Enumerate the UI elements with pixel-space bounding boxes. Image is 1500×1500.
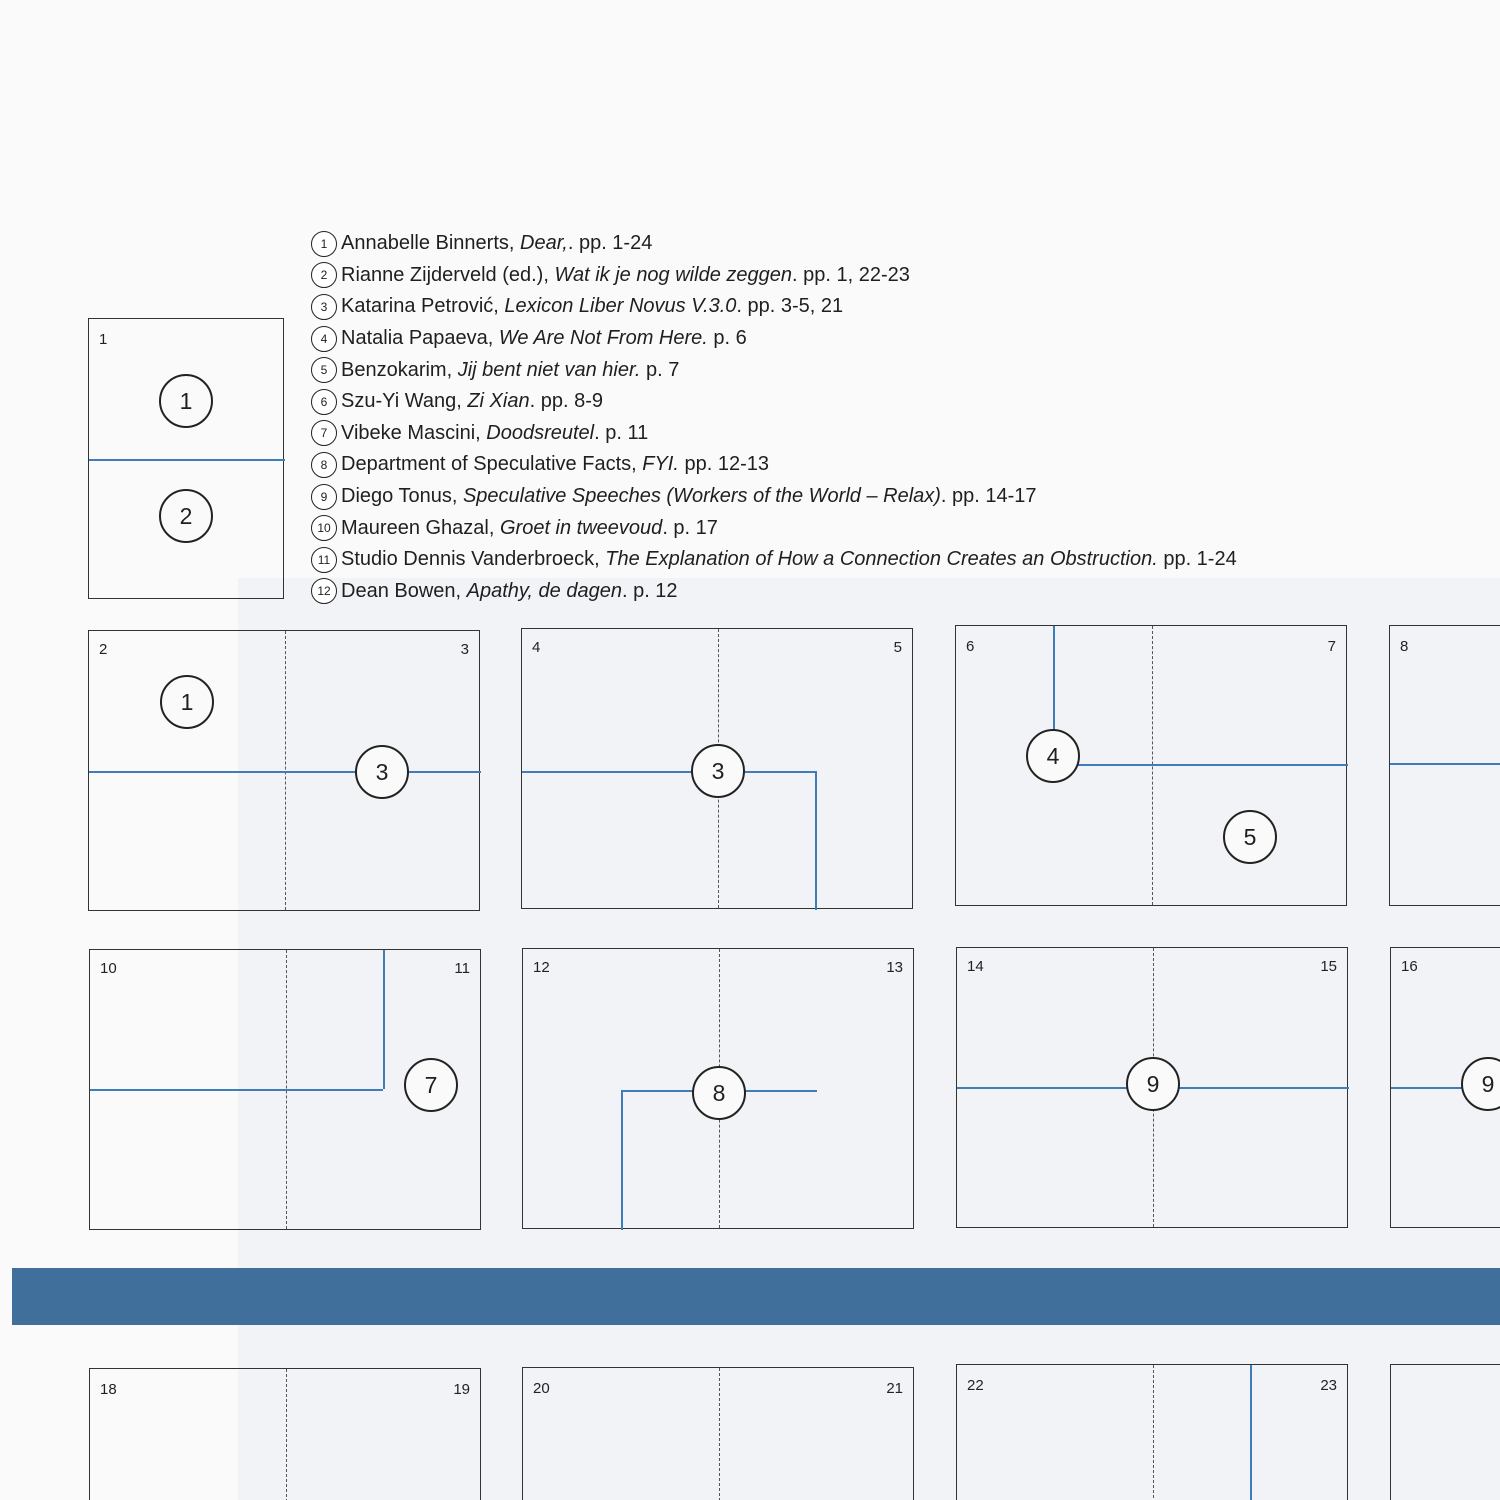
legend-pages: . pp. 14-17 — [940, 485, 1037, 508]
page-number: 8 — [1400, 638, 1409, 655]
legend-title: Groet in tweevoud — [499, 516, 663, 539]
legend-pages: . pp. 1, 22-23 — [792, 263, 910, 286]
legend-title: We Are Not From Here. — [498, 327, 708, 350]
section-line — [90, 1089, 383, 1091]
legend-pages: . pp. 1-24 — [567, 232, 653, 255]
legend-author: Maureen Ghazal, — [341, 516, 500, 539]
spread-s14-15 — [956, 947, 1348, 1228]
legend-title: Apathy, de dagen — [466, 579, 622, 602]
page-number: 15 — [1320, 958, 1337, 975]
page-number: 10 — [100, 960, 117, 977]
legend-title: Lexicon Liber Novus V.3.0 — [504, 295, 737, 318]
legend-pages: pp. 12-13 — [678, 453, 769, 476]
spread-s6-7 — [955, 625, 1347, 906]
legend-title: Speculative Speeches (Workers of the World – Relax) — [462, 485, 941, 508]
page-number: 13 — [886, 959, 903, 976]
legend-author: Benzokarim, — [341, 358, 458, 381]
page-number: 23 — [1320, 1377, 1337, 1394]
legend-author: Annabelle Binnerts, — [341, 232, 521, 255]
spread-s24 — [1390, 1364, 1500, 1500]
legend-item — [311, 291, 1237, 323]
spread-s16 — [1390, 947, 1500, 1228]
blue-band — [12, 1268, 1500, 1325]
page-number: 5 — [893, 639, 902, 656]
legend-author: Studio Dennis Vanderbroeck, — [341, 548, 606, 571]
legend-item — [311, 576, 1237, 608]
section-line — [522, 771, 815, 773]
page-number: 14 — [967, 958, 984, 975]
legend-number-badge: 11 — [311, 547, 337, 573]
legend-pages: pp. 1-24 — [1157, 548, 1237, 571]
legend-item — [311, 354, 1237, 386]
fold-line — [1153, 1365, 1154, 1500]
legend — [311, 228, 1237, 607]
contribution-marker: 3 — [355, 745, 409, 799]
legend-item — [311, 512, 1237, 544]
contribution-marker: 2 — [159, 489, 213, 543]
page-number: 7 — [1327, 638, 1336, 655]
legend-item — [311, 449, 1237, 481]
legend-pages: . pp. 8-9 — [529, 390, 603, 413]
spread-s22-23 — [956, 1364, 1348, 1500]
legend-number-badge: 7 — [311, 420, 337, 446]
fold-line — [719, 1368, 720, 1500]
contribution-marker: 3 — [691, 744, 745, 798]
contribution-marker: 4 — [1026, 729, 1080, 783]
legend-number-badge: 1 — [311, 231, 337, 257]
legend-number-badge: 4 — [311, 326, 337, 352]
legend-pages: . p. 11 — [594, 421, 649, 444]
legend-pages: . p. 17 — [662, 516, 718, 539]
legend-title: Dear, — [520, 232, 568, 255]
contribution-marker: 9 — [1461, 1057, 1500, 1111]
section-line — [1390, 763, 1500, 765]
page-number: 12 — [533, 959, 550, 976]
page-number: 19 — [453, 1381, 470, 1398]
legend-number-badge: 10 — [311, 515, 337, 541]
spread-s10-11 — [89, 949, 481, 1230]
legend-title: The Explanation of How a Connection Creates an Obstruction. — [605, 548, 1158, 571]
page-number: 18 — [100, 1381, 117, 1398]
page-number: 2 — [99, 641, 108, 658]
legend-author: Diego Tonus, — [341, 485, 463, 508]
page-number: 20 — [533, 1380, 550, 1397]
legend-author: Rianne Zijderveld (ed.), — [341, 263, 555, 286]
spread-cover — [88, 318, 284, 599]
legend-number-badge: 6 — [311, 389, 337, 415]
legend-title: Zi Xian — [467, 390, 530, 413]
section-line — [815, 771, 817, 910]
legend-item — [311, 260, 1237, 292]
page-number: 16 — [1401, 958, 1418, 975]
legend-pages: p. 6 — [707, 327, 747, 350]
page-number: 22 — [967, 1377, 984, 1394]
legend-number-badge: 9 — [311, 484, 337, 510]
legend-item — [311, 386, 1237, 418]
fold-line — [1152, 626, 1153, 905]
legend-number-badge: 8 — [311, 452, 337, 478]
page-number: 4 — [532, 639, 541, 656]
contribution-marker: 7 — [404, 1058, 458, 1112]
legend-author: Szu-Yi Wang, — [341, 390, 468, 413]
section-line — [383, 950, 385, 1089]
spread-s2-3 — [88, 630, 480, 911]
contribution-marker: 5 — [1223, 810, 1277, 864]
legend-title: Doodsreutel — [486, 421, 595, 444]
legend-title: FYI. — [642, 453, 679, 476]
legend-item — [311, 323, 1237, 355]
legend-title: Jij bent niet van hier. — [457, 358, 641, 381]
legend-author: Katarina Petrović, — [341, 295, 505, 318]
page-number: 21 — [886, 1380, 903, 1397]
legend-number-badge: 5 — [311, 357, 337, 383]
legend-author: Natalia Papaeva, — [341, 327, 499, 350]
legend-item — [311, 544, 1237, 576]
section-line — [1053, 764, 1348, 766]
legend-number-badge: 12 — [311, 578, 337, 604]
section-line — [1250, 1365, 1252, 1500]
section-line — [89, 771, 481, 773]
legend-pages: p. 7 — [640, 358, 680, 381]
contribution-marker: 8 — [692, 1066, 746, 1120]
legend-item — [311, 418, 1237, 450]
section-line — [89, 459, 285, 461]
legend-author: Department of Speculative Facts, — [341, 453, 643, 476]
legend-author: Dean Bowen, — [341, 579, 467, 602]
page-number: 6 — [966, 638, 975, 655]
legend-number-badge: 3 — [311, 294, 337, 320]
legend-pages: . pp. 3-5, 21 — [736, 295, 844, 318]
spread-s20-21 — [522, 1367, 914, 1500]
page-number: 3 — [460, 641, 469, 658]
legend-number-badge: 2 — [311, 262, 337, 288]
legend-title: Wat ik je nog wilde zeggen — [554, 263, 792, 286]
legend-author: Vibeke Mascini, — [341, 421, 487, 444]
contribution-marker: 9 — [1126, 1057, 1180, 1111]
spread-s12-13 — [522, 948, 914, 1229]
legend-item — [311, 228, 1237, 260]
legend-item — [311, 481, 1237, 513]
contribution-marker: 1 — [159, 374, 213, 428]
contribution-marker: 1 — [160, 675, 214, 729]
page-number: 1 — [99, 331, 108, 348]
spread-s4-5 — [521, 628, 913, 909]
spread-s8 — [1389, 625, 1500, 906]
legend-pages: . p. 12 — [621, 579, 678, 602]
fold-line — [286, 1369, 287, 1500]
page-number: 11 — [454, 960, 470, 977]
spread-s18-19 — [89, 1368, 481, 1500]
section-line — [621, 1090, 623, 1230]
